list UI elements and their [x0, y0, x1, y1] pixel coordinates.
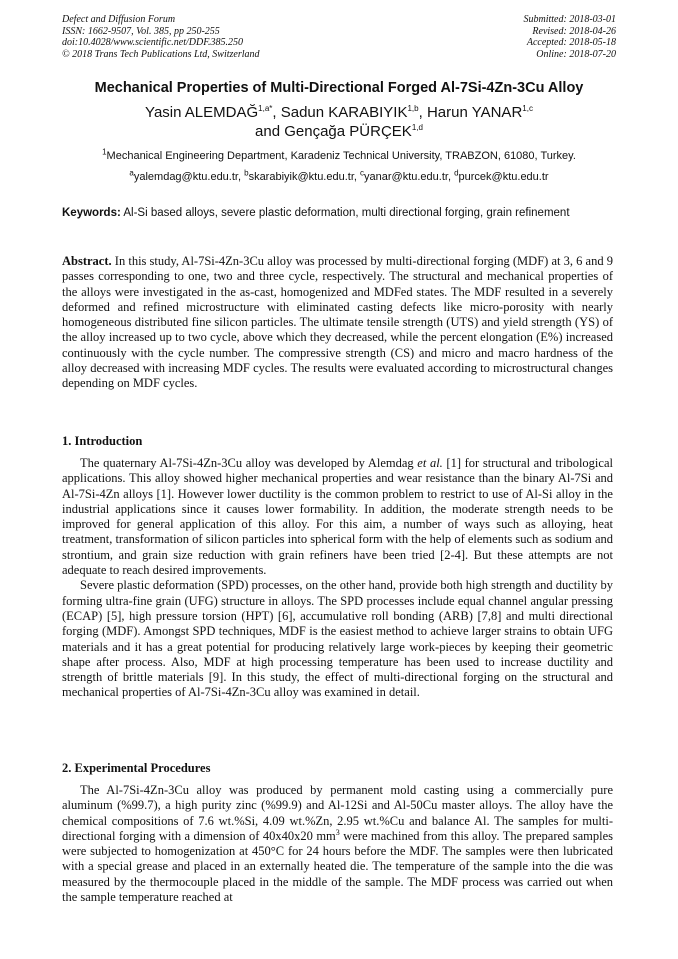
author-name: Harun YANAR — [426, 104, 523, 121]
author-name: and Gençağa PÜRÇEK — [255, 123, 412, 140]
copyright: © 2018 Trans Tech Publications Ltd, Switzerland — [62, 48, 260, 60]
paragraph-text: The Al-7Si-4Zn-3Cu alloy was produced by permanent mold casting using a commercially pure aluminum (%99.7), a high purity zinc (%99.9) and Al-12Si and Al-50Cu master alloys. The alloy have the chemical compositions of 7.6 wt.%Si, 4.09 wt.%Zn, 2.95 wt.%Cu and balance Al. The samples for multi-directional forging with a dimension of 40x40x20 mm — [62, 783, 613, 843]
author-separator: , — [418, 104, 427, 121]
paragraph — [62, 456, 613, 578]
et-al-text: et al. — [417, 456, 443, 470]
abstract — [62, 254, 613, 392]
keywords-label: Keywords: — [62, 207, 121, 219]
superscript: 3 — [335, 827, 340, 837]
affiliation-marker: 1 — [102, 147, 107, 157]
paragraph-text: [1] for structural and tribological applications. This alloy showed higher mechanical properties and wear resistance than the binary Al-7Si and Al-7Si-4Zn alloys [1]. However lower ductility is the common problem to restrict to use of Al-Si alloy in the industrial applications since it causes lower formability. In addition, the moderate strength needs to be improved for general application of this alloy. For this aim, a number of ways such as alloying, heat treatment, transformation of silicon particles into spherical form with the help of elements such as sodium and strontium, and grain size reduction with grain refiners have been tried [2-4]. But these attempts are not adequate to reach desired improvements. — [62, 456, 613, 578]
email-link[interactable]: yanar@ktu.edu.tr — [364, 171, 448, 183]
email-marker: b — [244, 168, 249, 178]
email-separator: , — [353, 171, 361, 183]
paragraph: Severe plastic deformation (SPD) processes, on the other hand, provide both high strength and ductility by forming ultra-fine grain (UFG) structure in alloys. The SPD processes include equal channel angular pressing (ECAP) [5], high pressure torsion (HPT) [6], accumulative roll bonding (ARB) [7,8] and multi directional forging (MDF). Amongst SPD techniques, MDF is the easiest method to achieve larger strains to obtain UFG materials and it has a great potential for producing relatively large work-pieces by keeping their geometric shape after process. Also, MDF at high processing temperature has been used to increase ductility and strength of brittle materials [9]. In this study, the effect of multi-directional forging on the structural and mechanical properties of Al-7Si-4Zn-3Cu alloy was examined in detail. — [62, 578, 613, 700]
author-separator: , — [272, 104, 281, 121]
doi: doi:10.4028/www.scientific.net/DDF.385.250 — [62, 37, 244, 49]
paragraph-text: The quaternary Al-7Si-4Zn-3Cu alloy was developed by Alemdag — [80, 456, 418, 470]
affiliation — [40, 147, 638, 163]
author-list — [40, 103, 638, 141]
author-name: Yasin ALEMDAĞ — [145, 104, 259, 121]
keywords — [62, 206, 613, 221]
author-emails — [40, 168, 638, 184]
introduction-section — [62, 456, 613, 701]
issn: ISSN: 1662-9507, Vol. 385, pp 250-255 — [62, 25, 220, 37]
email-marker: d — [454, 168, 459, 178]
email-separator: , — [447, 171, 455, 183]
publication-dates — [524, 14, 617, 60]
journal-name: Defect and Diffusion Forum — [62, 14, 176, 25]
author-affiliation-marker: 1,a* — [258, 104, 273, 113]
abstract-text: In this study, Al-7Si-4Zn-3Cu alloy was processed by multi-directional forging (MDF) at 3, 6 and 9 passes corresponding to one, two and three cycle, respectively. The structural and mechanical properties of the alloys were investigated in the as-cast, homogenized and MDFed states. The MDF resulted in a severely deformed and refined microstructure with eliminated casting defects like micro-porosity with nearly homogeneous distributed fine silicon particles. The ultimate tensile strength (UTS) and yield strength (YS) of the alloy increased up to two cycle, above which they decreased, while the percent elongation (E%) increased continuously with the cycle number. The compressive strength (CS) and micro and macro hardness of the alloy decreased with increasing MDF cycles. The results were evaluated according to microstructural changes depending on MDF cycles. — [62, 254, 613, 391]
affiliation-text: Mechanical Engineering Department, Karadeniz Technical University, TRABZON, 61080, Turkey. — [106, 150, 576, 162]
revised-date: Revised: 2018-04-26 — [532, 25, 616, 37]
author-name: Sadun KARABIYIK — [280, 104, 408, 121]
online-date: Online: 2018-07-20 — [536, 48, 616, 60]
author-affiliation-marker: 1,c — [522, 104, 533, 113]
author-affiliation-marker: 1,b — [407, 104, 419, 113]
email-link[interactable]: purcek@ktu.edu.tr — [458, 171, 549, 183]
email-marker: c — [360, 168, 365, 178]
paragraph-text: were machined from this alloy. The prepared samples were subjected to homogenization at 450°C for 24 hours before the MDF. The samples were then lubricated with a special grease and placed in an externally heated die. The temperature of the sample into the die was measured by the thermocouple placed in the middle of the sample. The MDF process was carried out when the sample temperature reached at — [62, 828, 613, 905]
email-link[interactable]: skarabiyik@ktu.edu.tr — [248, 171, 354, 183]
email-link[interactable]: yalemdag@ktu.edu.tr — [133, 171, 238, 183]
paper-title: Mechanical Properties of Multi-Directional Forged Al-7Si-4Zn-3Cu Alloy — [94, 80, 584, 96]
abstract-label: Abstract. — [62, 254, 112, 268]
section-heading-experimental: 2. Experimental Procedures — [62, 761, 211, 775]
author-affiliation-marker: 1,d — [411, 123, 423, 132]
journal-info — [62, 14, 260, 60]
experimental-section — [62, 783, 613, 905]
submitted-date: Submitted: 2018-03-01 — [523, 14, 616, 25]
paragraph — [62, 783, 613, 905]
section-heading-introduction: 1. Introduction — [62, 434, 143, 448]
keywords-text: Al-Si based alloys, severe plastic deformation, multi directional forging, grain refinement — [120, 207, 570, 219]
email-marker: a — [129, 168, 134, 178]
accepted-date: Accepted: 2018-05-18 — [526, 37, 616, 49]
email-separator: , — [237, 171, 245, 183]
